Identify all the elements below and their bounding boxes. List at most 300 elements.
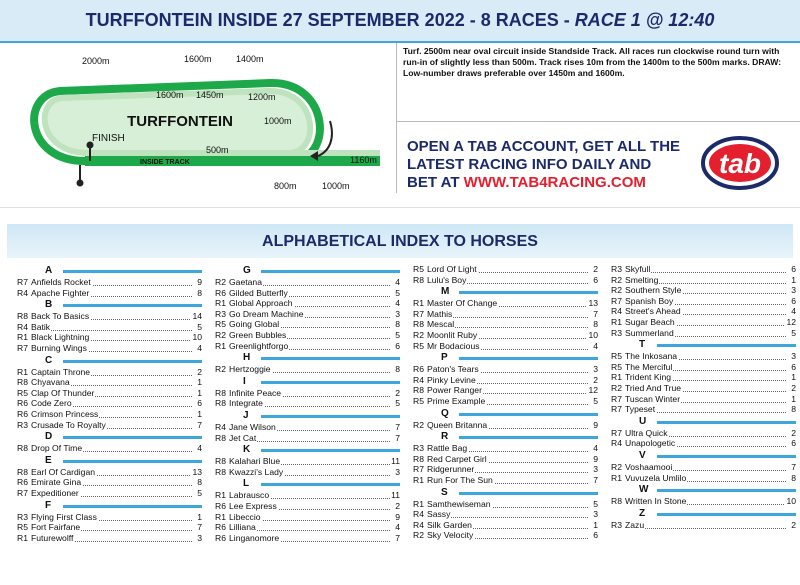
saddle-cloth-number: 6 (593, 530, 598, 541)
horse-name-wrap (31, 420, 107, 431)
horse-entry (611, 438, 796, 449)
horse-name-wrap (31, 512, 98, 523)
horse-name-wrap (427, 330, 478, 341)
letter-label: A (45, 265, 53, 276)
horse-name-wrap (31, 277, 92, 288)
saddle-cloth-number: 12 (588, 385, 598, 396)
horse-entry (413, 364, 598, 375)
letter-heading (413, 486, 598, 499)
race-number: R1 (611, 472, 622, 483)
horse-name: Ridgerunner (427, 464, 475, 475)
letter-rule (63, 505, 202, 508)
horse-entry (611, 496, 796, 507)
saddle-cloth-number: 8 (395, 364, 400, 375)
marker-1600m-inner: 1600m (156, 90, 184, 100)
letter-heading (215, 351, 400, 364)
marker-1160m: 1160m (350, 155, 377, 165)
letter-rule (459, 436, 598, 439)
race-number: R1 (413, 298, 424, 309)
horse-name: Apache Fighter (31, 287, 90, 298)
race-number: R8 (413, 274, 424, 285)
letter-label: K (243, 444, 251, 456)
race-number: R3 (413, 443, 424, 454)
horse-entry (215, 319, 400, 330)
letter-label: S (441, 486, 448, 498)
horse-entry (611, 383, 796, 394)
horse-entry (17, 467, 202, 478)
horse-name-wrap (229, 490, 270, 501)
race-number: R6 (17, 477, 28, 488)
race-number: R2 (413, 419, 424, 430)
saddle-cloth-number: 4 (593, 340, 598, 351)
horse-name-wrap (625, 372, 672, 383)
tab-logo-text: tab (719, 148, 761, 179)
saddle-cloth-number: 13 (192, 466, 202, 477)
horse-name: Lilliana (229, 522, 256, 533)
saddle-cloth-number: 4 (197, 443, 202, 454)
horse-entry (611, 372, 796, 383)
marker-1200m: 1200m (248, 92, 276, 102)
horse-entry (17, 322, 202, 333)
horse-name-wrap (31, 409, 99, 420)
letter-label: D (45, 431, 53, 443)
saddle-cloth-number: 9 (395, 511, 400, 522)
horse-name: Lord Of Light (427, 264, 477, 274)
letter-heading (17, 298, 202, 311)
saddle-cloth-number: 2 (395, 500, 400, 511)
letter-heading (413, 407, 598, 420)
letter-heading (17, 499, 202, 512)
horse-name: Flying First Class (31, 511, 97, 522)
letter-label: C (45, 354, 53, 366)
saddle-cloth-number: 3 (395, 308, 400, 319)
saddle-cloth-number: 2 (593, 264, 598, 274)
letter-heading (17, 354, 202, 367)
horse-entry (611, 404, 796, 415)
horse-entry (413, 396, 598, 407)
horse-name: Rattle Bag (427, 443, 468, 454)
track-info-text: Turf. 2500m near oval circuit inside Standside Track. All races run clockwise round turn with run-in of slightly less than 500m. Track rises 10m from the 1400m to the 500m marks. DRAW: Low-number draws preferable over 1450m and 1600m. (403, 46, 782, 78)
race-number: R4 (611, 438, 622, 449)
horse-name: Clap Of Thunder (31, 387, 95, 398)
horse-name-wrap (427, 396, 486, 407)
race-number: R7 (611, 427, 622, 438)
horse-name-wrap (625, 462, 673, 473)
horse-name-wrap (31, 388, 95, 399)
saddle-cloth-number: 5 (593, 395, 598, 406)
horse-name-wrap (625, 275, 659, 286)
horse-entry (215, 277, 400, 288)
horse-name: Pinky Levine (427, 374, 476, 385)
race-number: R8 (215, 387, 226, 398)
horse-entry (215, 433, 400, 444)
horse-name: Kwazzi's Lady (229, 466, 284, 477)
saddle-cloth-number: 3 (593, 364, 598, 375)
race-number: R1 (215, 511, 226, 522)
letter-heading (215, 409, 400, 422)
saddle-cloth-number: 1 (197, 408, 202, 419)
horse-entry (215, 456, 400, 467)
saddle-cloth-number: 11 (391, 490, 400, 501)
horse-name: Vuvuzela Umlilo (625, 472, 687, 483)
marker-1400m: 1400m (236, 54, 264, 64)
horse-entry (17, 343, 202, 354)
race-number: R2 (215, 364, 226, 375)
letter-label: L (243, 478, 250, 490)
race-number: R7 (611, 393, 622, 404)
horse-name: Lulu's Boy (427, 274, 467, 285)
saddle-cloth-number: 4 (791, 306, 796, 317)
letter-rule (261, 381, 400, 384)
horse-name-wrap (31, 488, 80, 499)
horse-name-wrap (31, 332, 90, 343)
horse-entry (17, 332, 202, 343)
horse-entry (611, 264, 796, 275)
race-number: R5 (17, 387, 28, 398)
letter-rule (261, 483, 400, 486)
letter-heading (215, 264, 400, 277)
track-info (396, 43, 800, 122)
saddle-cloth-number: 8 (395, 319, 400, 330)
saddle-cloth-number: 8 (197, 477, 202, 488)
saddle-cloth-number: 9 (593, 453, 598, 464)
letter-label: W (639, 484, 649, 496)
horse-name: Sassy (427, 509, 451, 520)
race-number: R6 (17, 398, 28, 409)
letter-label: Z (639, 507, 646, 519)
marker-500m: 500m (206, 145, 229, 155)
race-number: R5 (611, 361, 622, 372)
header-bar (0, 0, 800, 43)
saddle-cloth-number: 2 (395, 387, 400, 398)
saddle-cloth-number: 13 (588, 298, 598, 309)
horse-name: Voshaamooi (625, 461, 673, 472)
horse-name-wrap (31, 288, 90, 299)
horse-name-wrap (427, 530, 474, 541)
horse-name: Lee Express (229, 500, 277, 511)
saddle-cloth-number: 14 (192, 311, 202, 322)
horse-name: Emirate Gina (31, 477, 82, 488)
horse-name: Tuscan Winter (625, 393, 681, 404)
horse-name: Ultra Quick (625, 427, 668, 438)
saddle-cloth-number: 2 (791, 519, 796, 530)
letter-label: M (441, 286, 450, 298)
saddle-cloth-number: 8 (791, 472, 796, 483)
track-diagram (0, 43, 396, 193)
letter-rule (63, 304, 202, 307)
horse-entry (413, 298, 598, 309)
horse-entry (611, 394, 796, 405)
race-number: R7 (17, 487, 28, 498)
race-number: R3 (215, 308, 226, 319)
horse-name-wrap (229, 364, 272, 375)
horse-entry (17, 420, 202, 431)
horse-entry (413, 309, 598, 320)
saddle-cloth-number: 5 (197, 487, 202, 498)
horse-name: Skyfull (625, 264, 651, 274)
horse-entry (611, 428, 796, 439)
horse-name-wrap (229, 288, 289, 299)
race-number: R7 (17, 342, 28, 353)
horse-name: Sky Velocity (427, 530, 474, 541)
letter-rule (63, 360, 202, 363)
horse-name-wrap (31, 367, 91, 378)
saddle-cloth-number: 7 (395, 532, 400, 543)
saddle-cloth-number: 1 (197, 511, 202, 522)
race-number: R4 (17, 287, 28, 298)
saddle-cloth-number: 4 (395, 522, 400, 533)
horse-entry (413, 420, 598, 431)
horse-entry (17, 377, 202, 388)
horse-name-wrap (625, 394, 681, 405)
race-number: R8 (215, 466, 226, 477)
horse-name-wrap (625, 328, 675, 339)
race-number: R1 (215, 298, 226, 309)
horse-name-wrap (427, 420, 488, 431)
ad-url-link[interactable]: WWW.TAB4RACING.COM (463, 174, 646, 191)
horse-name-wrap (229, 533, 280, 544)
horse-name: Back To Basics (31, 311, 90, 322)
horse-name: Crusade To Royalty (31, 419, 106, 430)
horse-entry (215, 309, 400, 320)
horse-name: Zazu (625, 519, 645, 530)
letter-label: V (639, 449, 646, 461)
ad-line-2: LATEST RACING INFO DAILY AND (407, 156, 652, 173)
letter-rule (657, 513, 796, 516)
horse-name-wrap (625, 404, 656, 415)
saddle-cloth-number: 8 (593, 319, 598, 330)
saddle-cloth-number: 3 (197, 532, 202, 543)
race-number: R4 (413, 374, 424, 385)
horse-name: Code Zero (31, 398, 72, 409)
race-number: R6 (215, 532, 226, 543)
letter-rule (459, 291, 598, 294)
horse-name-wrap (229, 398, 264, 409)
saddle-cloth-number: 6 (791, 438, 796, 449)
saddle-cloth-number: 6 (791, 295, 796, 306)
horse-name: Master Of Change (427, 298, 498, 309)
saddle-cloth-number: 1 (197, 387, 202, 398)
horse-name-wrap (625, 520, 645, 531)
horse-name-wrap (625, 351, 678, 362)
horse-entry (17, 512, 202, 523)
horse-name: Written In Stone (625, 496, 687, 507)
marker-2000m: 2000m (82, 56, 110, 66)
horse-name: Black Lightning (31, 332, 90, 343)
letter-heading (215, 375, 400, 388)
saddle-cloth-number: 1 (791, 393, 796, 404)
saddle-cloth-number: 4 (395, 277, 400, 287)
finish-dot-standside (77, 180, 84, 187)
horse-name-wrap (31, 467, 96, 478)
horse-name: Summerland (625, 327, 674, 338)
horse-name-wrap (31, 377, 71, 388)
marker-1450m: 1450m (196, 90, 224, 100)
horse-name-wrap (625, 362, 673, 373)
horse-entry (17, 443, 202, 454)
saddle-cloth-number: 5 (593, 498, 598, 509)
horse-entry (215, 467, 400, 478)
race-number: R2 (611, 274, 622, 285)
horse-entry (17, 288, 202, 299)
letter-heading (215, 443, 400, 456)
horse-name-wrap (31, 311, 90, 322)
horse-entry (413, 509, 598, 520)
race-number: R7 (413, 464, 424, 475)
inside-track-label: INSIDE TRACK (140, 159, 190, 166)
horse-name: Red Carpet Girl (427, 453, 487, 464)
race-number: R8 (215, 456, 226, 467)
saddle-cloth-number: 5 (791, 327, 796, 338)
saddle-cloth-number: 1 (791, 274, 796, 285)
letter-rule (657, 344, 796, 347)
race-number: R1 (215, 340, 226, 351)
letter-rule (459, 357, 598, 360)
horse-name-wrap (427, 298, 498, 309)
horse-name: Mathis (427, 308, 453, 319)
letter-rule (657, 421, 796, 424)
race-number: R7 (611, 295, 622, 306)
letter-label: R (441, 431, 449, 443)
race-number: R5 (17, 522, 28, 533)
letter-rule (63, 270, 202, 273)
horse-name: Crimson Princess (31, 408, 99, 419)
letter-label: T (639, 339, 646, 351)
horse-name-wrap (625, 306, 682, 317)
horse-name-wrap (31, 343, 88, 354)
horse-name: Jet Cat (229, 432, 257, 443)
letter-heading (17, 430, 202, 443)
race-number: R6 (17, 408, 28, 419)
saddle-cloth-number: 3 (791, 285, 796, 296)
ad-line-1: OPEN A TAB ACCOUNT, GET ALL THE (407, 138, 681, 155)
horse-name-wrap (229, 501, 278, 512)
horse-entry (413, 275, 598, 286)
horse-name: Sugar Beach (625, 316, 675, 327)
horse-name: Mescal (427, 319, 455, 330)
horse-entry (215, 330, 400, 341)
horse-name-wrap (229, 422, 277, 433)
horse-entry (17, 477, 202, 488)
letter-label: P (441, 352, 448, 364)
horse-name: Libeccio (229, 511, 261, 522)
saddle-cloth-number: 1 (197, 377, 202, 388)
letter-label: U (639, 415, 647, 427)
race-number: R2 (611, 461, 622, 472)
saddle-cloth-number: 7 (197, 522, 202, 533)
horse-name-wrap (31, 477, 82, 488)
horse-entry (215, 364, 400, 375)
horse-entry (413, 375, 598, 386)
saddle-cloth-number: 9 (593, 419, 598, 430)
divider (0, 207, 800, 208)
horse-entry (17, 533, 202, 544)
horse-name: Integrate (229, 398, 263, 409)
horse-entry (215, 422, 400, 433)
horse-name: Going Global (229, 319, 280, 330)
saddle-cloth-number: 5 (395, 398, 400, 409)
horse-entry (611, 328, 796, 339)
letter-heading (17, 264, 202, 277)
horse-name: Global Approach (229, 298, 293, 309)
saddle-cloth-number: 7 (593, 308, 598, 319)
saddle-cloth-number: 3 (593, 464, 598, 475)
horse-name: Expeditioner (31, 487, 79, 498)
tab-logo[interactable] (700, 135, 780, 191)
standside-track-label: STANDSIDE TRACK (130, 169, 197, 176)
horse-name-wrap (229, 277, 263, 288)
horse-name: Tried And True (625, 382, 682, 393)
horse-name: The Inkosana (625, 351, 678, 362)
horse-entry (413, 330, 598, 341)
race-number: R2 (611, 382, 622, 393)
saddle-cloth-number: 6 (593, 274, 598, 285)
horse-name-wrap (625, 296, 674, 307)
saddle-cloth-number: 3 (791, 351, 796, 362)
horse-name-wrap (31, 322, 51, 333)
horse-name: Typeset (625, 404, 656, 415)
letter-label: I (243, 375, 246, 387)
horse-name: Green Bubbles (229, 329, 287, 340)
race-number: R8 (17, 443, 28, 454)
ad-line-3-prefix: BET AT (407, 174, 464, 191)
horse-name-wrap (427, 464, 475, 475)
horse-name: Southern Style (625, 285, 682, 296)
index-column-4 (611, 264, 796, 530)
race-number: R7 (17, 277, 28, 287)
saddle-cloth-number: 7 (593, 474, 598, 485)
horse-entry (413, 499, 598, 510)
letter-heading (413, 285, 598, 298)
saddle-cloth-number: 5 (395, 329, 400, 340)
horse-name-wrap (229, 433, 257, 444)
horse-name-wrap (625, 428, 669, 439)
letter-rule (657, 489, 796, 492)
horse-name-wrap (625, 473, 687, 484)
horse-name-wrap (427, 443, 468, 454)
finish-label: FINISH (92, 133, 125, 144)
letter-heading (611, 338, 796, 351)
saddle-cloth-number: 6 (197, 398, 202, 409)
saddle-cloth-number: 2 (593, 374, 598, 385)
horse-name: Labrausco (229, 490, 270, 501)
horse-name: Kalahari Blue (229, 456, 281, 467)
horse-name: Go Dream Machine (229, 308, 304, 319)
letter-rule (261, 270, 400, 273)
horse-entry (413, 443, 598, 454)
ad-line-3 (407, 175, 646, 191)
race-number: R4 (413, 509, 424, 520)
race-number: R5 (413, 340, 424, 351)
race-number: R3 (17, 511, 28, 522)
page-title (0, 0, 800, 41)
letter-heading (413, 351, 598, 364)
saddle-cloth-number: 8 (791, 404, 796, 415)
marker-800m: 800m (274, 181, 297, 191)
horse-name: Silk Garden (427, 519, 472, 530)
horse-entry (17, 398, 202, 409)
race-number: R4 (413, 519, 424, 530)
race-number: R7 (611, 404, 622, 415)
horse-entry (611, 351, 796, 362)
horse-entry (215, 388, 400, 399)
horse-entry (413, 341, 598, 352)
horse-name: Queen Britanna (427, 419, 488, 430)
horse-entry (413, 454, 598, 465)
race-number: R1 (611, 316, 622, 327)
horse-name: Infinite Peace (229, 387, 282, 398)
horse-name: Trident King (625, 372, 672, 383)
